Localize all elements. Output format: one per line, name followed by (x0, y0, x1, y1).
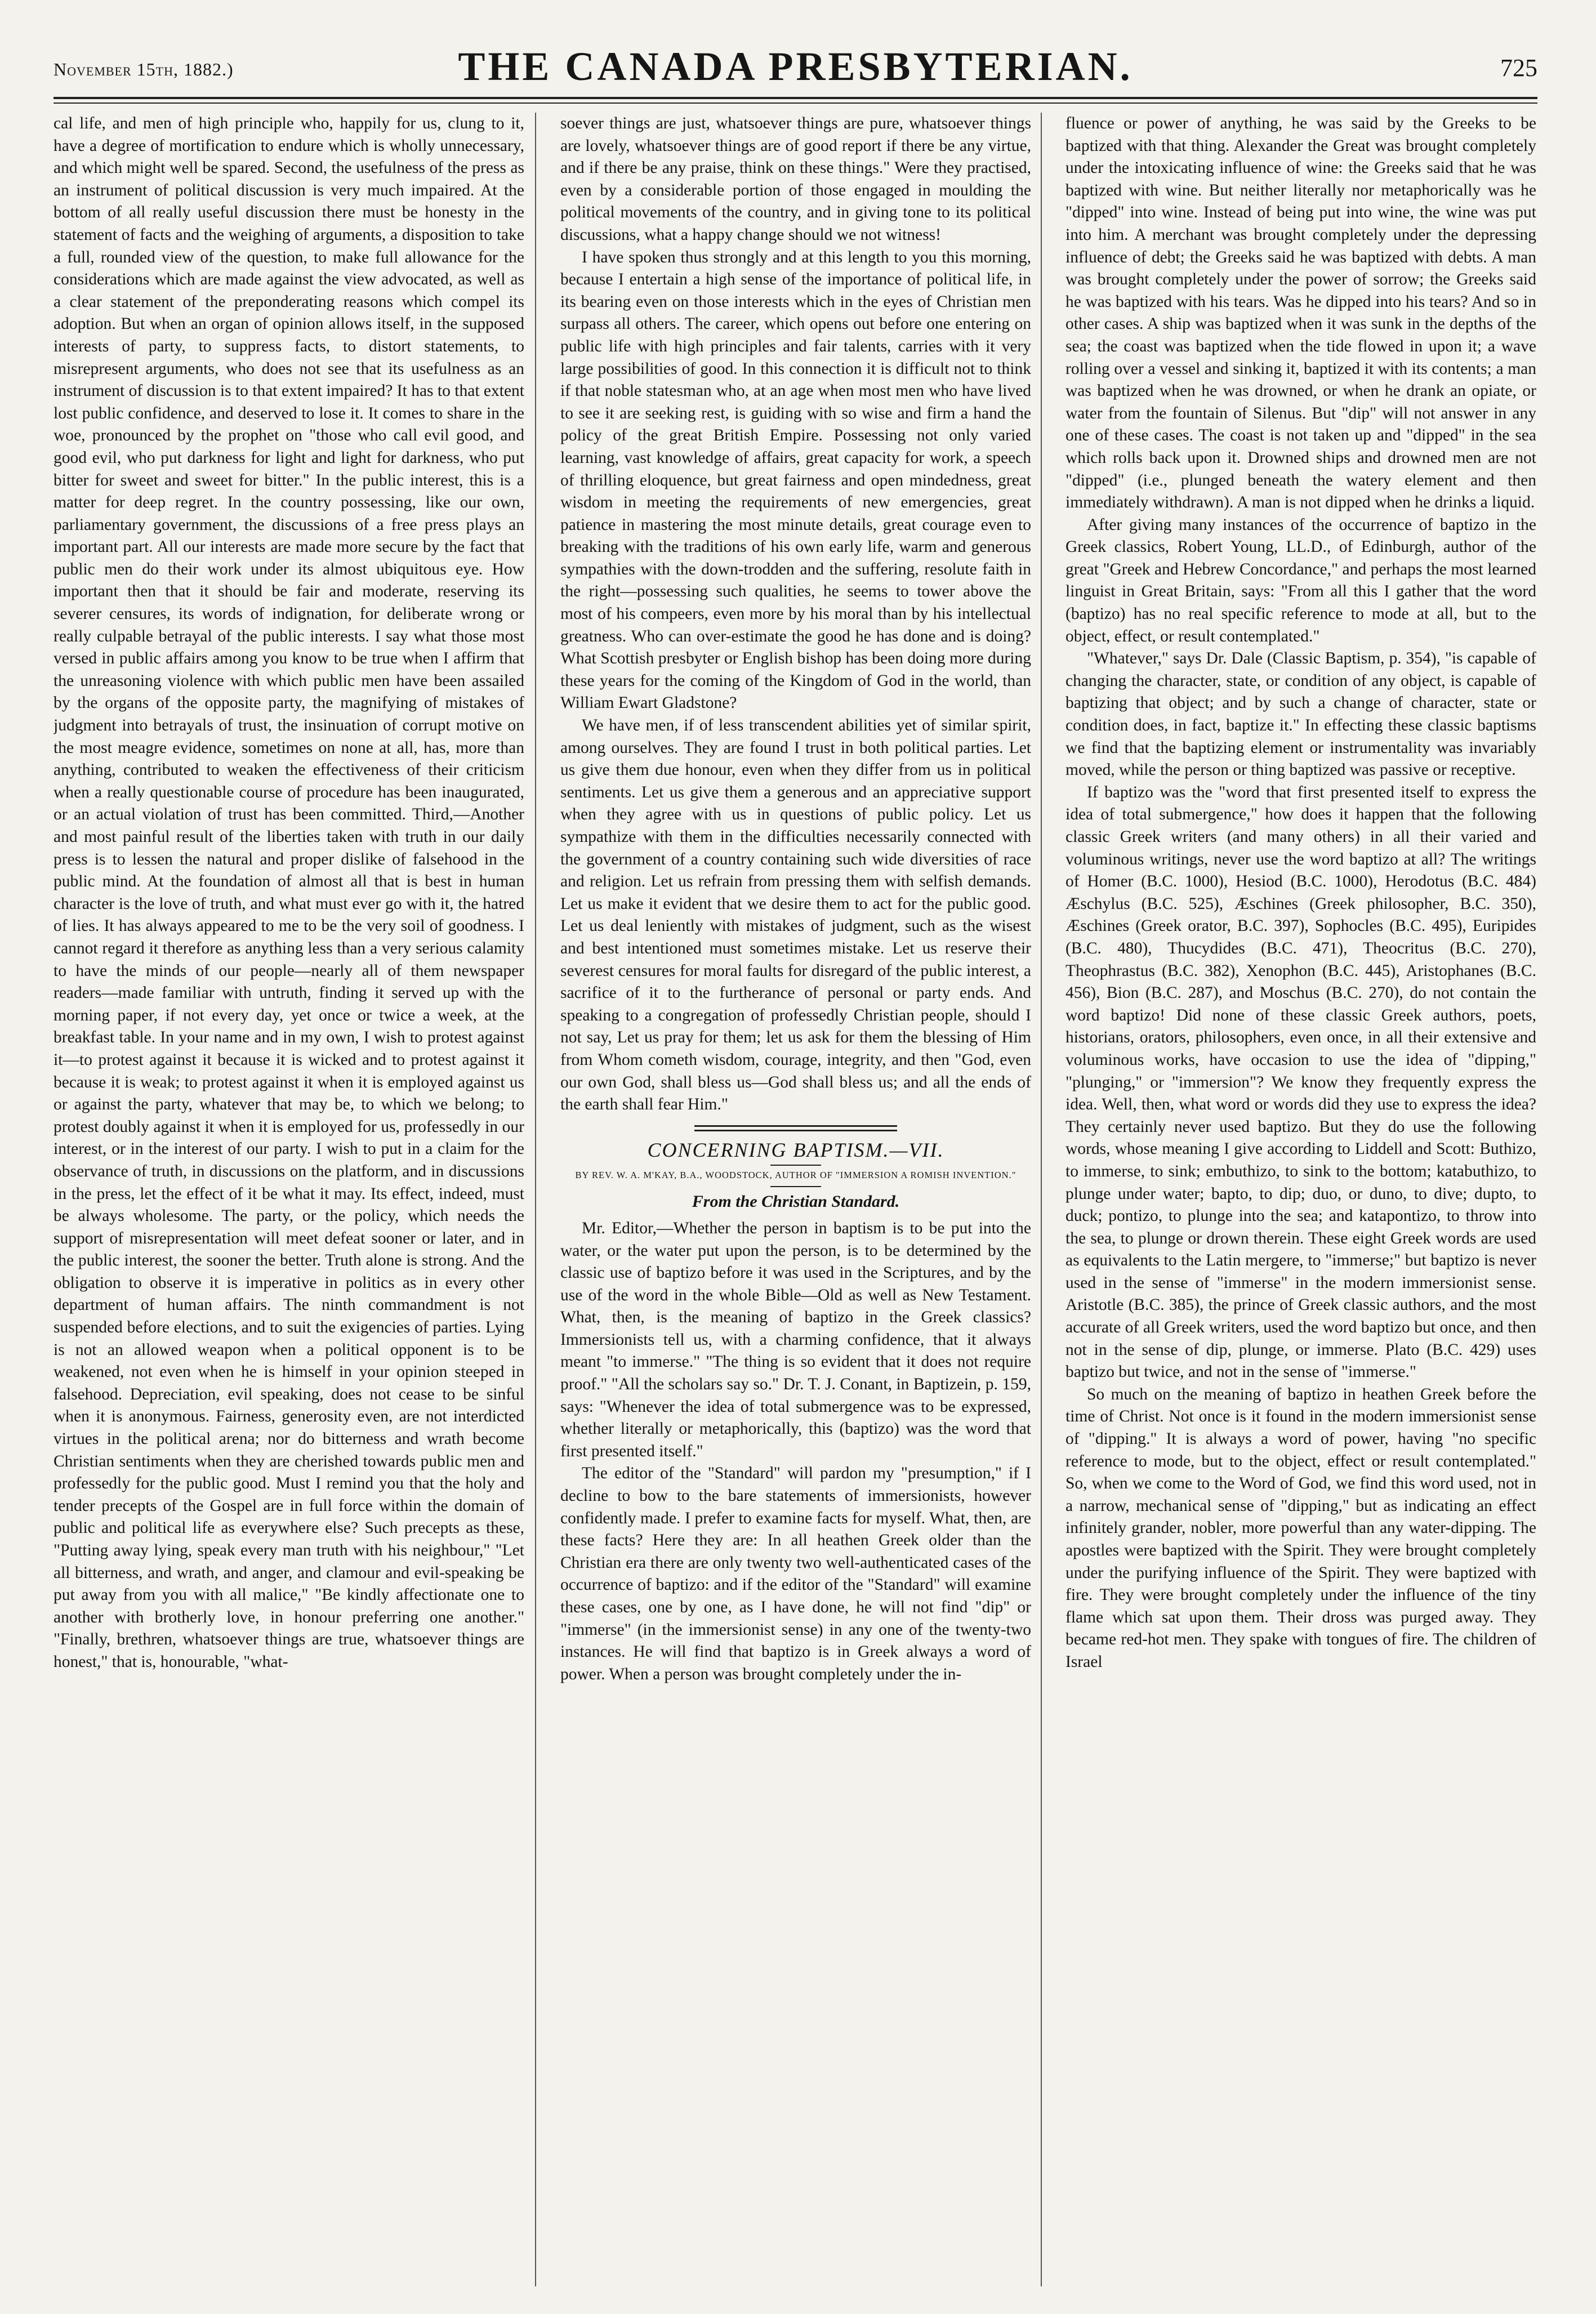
paragraph: cal life, and men of high principle who, happily for us, clung to it, have a degree of mortification to endure which is wholly unnecessary, and which might well be spared. Second, the usefulness of the press as an instrument of political discussion is very much impaired. At the bottom of all really useful discussion there must be honesty in the statement of facts and the weighing of arguments, a disposition to take a full, rounded view of the question, to make full allowance for the considerations which are made against the view advocated, as well as a clear statement of the preponderating reasons which compel its adoption. But when an organ of opinion allows itself, in the supposed interests of party, to suppress facts, to distort statements, to misrepresent arguments, who does not see that its usefulness as an instrument of discussion is to that extent impaired? It has to that extent lost public confidence, and deserved to lose it. It comes to share in the woe, pronounced by the prophet on "those who call evil good, and good evil, who put darkness for light and light for darkness, who put bitter for sweet and sweet for bitter." In the public interest, this is a matter for deep regret. In the country possessing, like our own, parliamentary government, the discussions of a free press plays an important part. All our interests are made more secure by the fact that public men do their work under its almost ubiquitous eye. How important then that it should be fair and moderate, reserving its severer censures, its words of indignation, for deliberate wrong or really culpable betrayal of the public interests. I say what those most versed in public affairs among you know to be true when I affirm that the unreasoning violence with which public men have been assailed by the organs of the opposite party, the magnifying of mistakes of judgment into betrayals of trust, the insinuation of corrupt motive on the most meagre evidence, sometimes on none at all, has, more than anything, contributed to weaken the effectiveness of their criticism when a really questionable course of procedure has been inaugurated, or an actual violation of trust has been committed. Third,—Another and most painful result of the liberties taken with truth in our daily press is to lessen the natural and proper dislike of falsehood in the public mind. At the foundation of almost all that is best in human character is the love of truth, and what must ever go with it, the hatred of lies. It has always appeared to me to be the very soil of goodness. I cannot regard it therefore as anything less than a very serious calamity to have the minds of our people—nearly all of them newspaper readers—made familiar with untruth, finding it served up with the morning paper, if not every day, yet once or twice a week, at the breakfast table. In your name and in my own, I wish to protest against it—to protest against it because it is wicked and to protest against it because it is weak; to protest against it when it is employed against us or against the party, whatever that may be, to which we belong; to protest doubly against it when it is employed for us, professedly in our interest, or in the interest of our party. I wish to put in a claim for the observance of truth, in discussions on the platform, and in discussions in the press, let the effect of it be what it may. Its effect, indeed, must be always wholesome. The party, or the policy, which needs the support of misrepresentation will meet defeat sooner or later, and in the public interest, the sooner the better. Truth alone is strong. And the obligation to observe it is imperative in politics as in every other department of human affairs. The ninth commandment is not suspended before elections, and to suit the exigencies of parties. Lying is not an allowed weapon when a political opponent is to be weakened, not even when he is himself in your opinion steeped in falsehood. Depreciation, evil speaking, does not cease to be sinful when it is anonymous. Fairness, generosity even, are not interdicted virtues in the political arena; nor do bitterness and wrath become Christian sentiments when they are cherished towards public men and professedly for the public good. Must I remind you that the holy and tender precepts of the Gospel are in full force within the domain of public and political life as everywhere else? Such precepts as these, "Putting away lying, speak every man truth with his neighbour," "Let all bitterness, and wrath, and anger, and clamour and evil-speaking be put away from you with all malice," "Be kindly affectionate one to another with brotherly love, in honour preferring one another." "Finally, brethren, whatsoever things are true, whatsoever things are honest," that is, honourable, "what- (54, 114, 524, 1671)
paragraph: After giving many instances of the occurrence of baptizo in the Greek classics, Robert Young, LL.D., of Edinburgh, author of the great "Greek and Hebrew Concordance," and perhaps the most learned linguist in Great Britain, says: "From all this I gather that the word (baptizo) has no real specific reference to mode at all, but to the object, effect, or result contemplated." (1066, 515, 1536, 645)
paragraph: So much on the meaning of baptizo in heathen Greek before the time of Christ. Not once is it found in the modern immersionist sense of "dipping." It is always a word of power, having "no specific reference to mode, but to the object, effect or result contemplated." So, when we come to the Word of God, we find this word used, not in a narrow, mechanical sense of "dipping," but as indicating an effect infinitely grander, nobler, more powerful than any water-dipping. The apostles were baptized with the Spirit. They were brought completely under the purifying influence of the Spirit. They were baptized with fire. They were brought completely under the influence of the tiny flame which sat upon them. Their dross was purged away. They became red-hot men. They spake with tongues of fire. The children of Israel (1066, 1385, 1536, 1671)
paragraph: I have spoken thus strongly and at this length to you this morning, because I entertain a high sense of the importance of political life, in its bearing even on those interests which in the eyes of Christian men surpass all others. The career, which opens out before one entering on public life with high principles and fair talents, carries with it very large possibilities of good. In this connection it is difficult not to think if that noble statesman who, at an age when most men who have lived to see it are seeking rest, is guiding with so wise and firm a hand the policy of the great British Empire. Possessing not only varied learning, vast knowledge of affairs, great capacity for work, a speech of thrilling eloquence, but great fairness and open mindedness, great wisdom in meeting the requirements of new emergencies, great patience in mastering the most minute details, great courage even to breaking with the traditions of his own early life, warm and generous sympathies with the down-trodden and the suffering, resolute faith in the right—possessing such qualities, he seems to tower above the most of his compeers, even more by his moral than by his intellectual greatness. Who can over-estimate the good he has done and is doing? What Scottish presbyter or English bishop has been doing more during these years for the coming of the Kingdom of God in the world, than William Ewart Gladstone? (560, 248, 1031, 712)
column-divider (1041, 113, 1042, 2286)
issue-date: November 15th, 1882.) (54, 59, 234, 79)
paragraph: Mr. Editor,—Whether the person in baptism is to be put into the water, or the water put upon the person, is to be determined by the classic use of baptizo before it was used in the Scriptures, and by the use of the word in the whole Bible—Old as well as New Testament. What, then, is the meaning of baptizo in the Greek classics? Immersionists tell us, with a charming confidence, that it always meant "to immerse." "The thing is so evident that it does not require proof." "All the scholars say so." Dr. T. J. Conant, in Baptizein, p. 159, says: "Whenever the idea of total submergence was to be expressed, whether literally or metaphorically, this (baptizo) was the word that first presented itself." (560, 1219, 1031, 1460)
paragraph: fluence or power of anything, he was said by the Greeks to be baptized with that thing. Alexander the Great was brought completely under the intoxicating influence of wine: the Greeks said that he was baptized with wine. But neither literally nor metaphorically was he "dipped" into wine. Instead of being put into wine, the wine was put into him. A merchant was brought completely under the depressing influence of debt; the Greeks said he was baptized with debts. A man was brought completely under the power of sorrow; the Greeks said he was baptized with his tears. Was he dipped into his tears? And so in other cases. A ship was baptized when it was sunk in the depths of the sea; the coast was baptized when the tide flowed in upon it; a wave rolling over a vessel and sinking it, baptized it with its contents; a man was baptized when he was drowned, or when he drank an opiate, or water from the fountain of Silenus. But "dip" will not answer in any one of these cases. The coast is not taken up and "dipped" in the sea which rolls back upon it. Drowned ships and drowned men are not "dipped" (i.e., plunged beneath the watery element and then immediately withdrawn). A man is not dipped when he drinks a liquid. (1066, 114, 1536, 512)
article-title: CONCERNING BAPTISM.—VII. (647, 1138, 944, 1161)
title-rule (770, 1165, 821, 1166)
paragraph: If baptizo was the "word that first presented itself to express the idea of total submergence," how does it happen that the following classic Greek writers (and many others) in all their varied and voluminous writings, never use the word baptizo at all? The writings of Homer (B.C. 1000), Hesiod (B.C. 1000), Herodotus (B.C. 484) Æschylus (B.C. 525), Æschines (Greek philosopher, B.C. 350), Æschines (Greek orator, B.C. 397), Sophocles (B.C. 495), Euripides (B.C. 480), Thucydides (B.C. 471), Theocritus (B.C. 270), Theophrastus (B.C. 382), Xenophon (B.C. 445), Aristophanes (B.C. 456), Bion (B.C. 287), and Moschus (B.C. 270), do not contain the word baptizo! Did none of these classic Greek authors, poets, historians, orators, philosophers, even once, in all their extensive and voluminous works, have occasion to use the idea of "dipping," "plunging," or "immersion"? We know they frequently express the idea. Well, then, what word or words did they use to express the idea? They certainly never used baptizo. But they do use the following words, whose meaning I give according to Liddell and Scott: Buthizo, to immerse, to sink; embuthizo, to sink to the bottom; katabuthizo, to plunge under water; bapto, to dip; duo, or duno, to dive; dupto, to duck; pontizo, to plunge into the sea; and katapontizo, to throw into the sea, to plunge or drown therein. These eight Greek words are used as equivalents to the Latin mergere, to "immerse;" but baptizo is never used in the sense of "immerse" in the modern immersionist sense. Aristotle (B.C. 385), the prince of Greek classic authors, and the most accurate of all Greek writers, used the word baptizo but once, and then not in the sense of dip, plunge, or immerse. Plato (B.C. 429) uses baptizo but twice, and not in the sense of "immerse." (1066, 783, 1536, 1381)
column-1 (54, 113, 524, 2286)
article-byline: BY REV. W. A. M'KAY, B.A., WOODSTOCK, AUTHOR OF "IMMERSION A ROMISH INVENTION." (575, 1170, 1017, 1181)
paragraph: We have men, if of less transcendent abilities yet of similar spirit, among ourselves. They are found I trust in both political parties. Let us give them due honour, even when they differ from us in political sentiments. Let us give them a generous and an appreciative support when they agree with us in questions of public policy. Let us sympathize with them in the difficulties necessarily connected with the government of a country containing such wide diversities of race and religion. Let us refrain from pressing them with selfish demands. Let us make it evident that we desire them to act for the public good. Let us deal leniently with mistakes of judgment, such as the wisest and best intentioned must sometimes mistake. Let us reserve their severest censures for moral faults for disregard of the public interest, a sacrifice of it to the furtherance of personal or party ends. And speaking to a congregation of professedly Christian people, should I not say, Let us pray for them; let us ask for them the blessing of Him from Whom cometh wisdom, courage, integrity, and then "God, even our own God, shall bless us—God shall bless us; and all the ends of the earth shall fear Him." (560, 716, 1031, 1114)
column-divider (535, 113, 536, 2286)
paragraph: The editor of the "Standard" will pardon my "presumption," if I decline to bow to the bare statements of immersionists, however confidently made. I prefer to examine facts for myself. What, then, are these facts? Here they are: In all heathen Greek older than the Christian era there are only twenty two well-authenticated cases of the occurrence of baptizo: and if the editor of the "Standard" will examine these cases, one by one, as I have done, he will not find "dip" or "immerse" (in the immersionist sense) in any one of the twenty-two instances. He will find that baptizo is in Greek always a word of power. When a person was brought completely under the in- (560, 1464, 1031, 1683)
section-separator (694, 1125, 897, 1131)
column-2 (560, 113, 1031, 2286)
article-source: From the Christian Standard. (692, 1192, 900, 1211)
paragraph: "Whatever," says Dr. Dale (Classic Baptism, p. 354), "is capable of changing the character, state, or condition of any object, is capable of baptizing that object; and by such a change of character, state or condition does, in fact, baptize it." In effecting these classic baptisms we find that the baptizing element or instrumentality was invariably moved, while the person or thing baptized was passive or receptive. (1066, 649, 1536, 779)
header-rule-thin (54, 102, 1537, 104)
header-rule (54, 97, 1537, 99)
masthead (54, 31, 1537, 96)
paragraph: soever things are just, whatsoever things are pure, whatsoever things are lovely, whatsoever things are of good report if there be any virtue, and if there be any praise, think on these things." Were they practised, even by a considerable portion of those engaged in moulding the political movements of the country, and in giving tone to its political discussions, what a happy change should we not witness! (560, 114, 1031, 244)
page-number: 725 (1500, 54, 1537, 82)
column-3 (1066, 113, 1536, 2286)
byline-rule (770, 1186, 821, 1187)
newspaper-title: THE CANADA PRESBYTERIAN. (458, 44, 1133, 89)
